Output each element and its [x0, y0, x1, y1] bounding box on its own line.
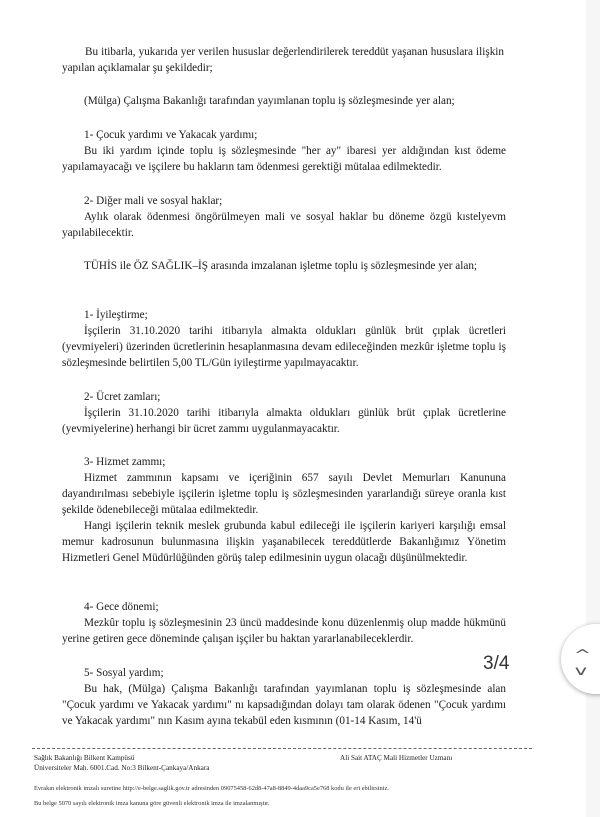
b4-title: 4- Gece dönemi; — [84, 601, 159, 613]
b2-title: 2- Ücret zamları; — [84, 391, 161, 403]
chevron-up-icon[interactable]: ^ — [573, 648, 592, 663]
footer-divider — [32, 748, 532, 749]
page-indicator: 3/4 — [483, 653, 510, 674]
b3-text-2: Hangi işçilerin teknik meslek grubunda kabul edileceği ile işçilerin kariyeri karşılığı emsal memur kadrosunun bulunmasına ilişkin yaşanabilecek tereddütlerde Bakanlığımız Yönetim Hizmetleri Genel Müdürlüğünden görüş talep edilmesinin uygun olacağı düşünülmektedir. — [62, 520, 506, 564]
item2-title: 2- Diğer mali ve sosyal haklar; — [84, 195, 223, 207]
item1-text: Bu iki yardım içinde toplu iş sözleşmesinde "her ay" ibaresi yer aldığından kıst ödeme yapılamayacağı ve işçilere bu hakların tam ödenmesi gerektiği mütalaa edilmektedir. — [62, 145, 506, 173]
b3-text-1: Hizmet zammının kapsamı ve içeriğinin 657 sayılı Devlet Memurları Kanununa dayandırılması sebebiyle işçilerin işletme toplu iş sözleşmesinden yararlandığı süreye oranla kıst şekilde ödenebileceği mütalaa edilmektedir. — [62, 472, 506, 516]
b1-title: 1- İyileştirme; — [84, 309, 148, 321]
section-a-heading: (Mülga) Çalışma Bakanlığı tarafından yayımlanan toplu iş sözleşmesinde yer alan; — [84, 95, 455, 107]
item2-text: Aylık olarak ödenmesi öngörülmeyen mali ve sosyal haklar bu döneme özgü kıstelyevm yapılabilecektir. — [62, 211, 506, 239]
page-scroll-button[interactable] — [561, 624, 600, 694]
b5-title: 5- Sosyal yardım; — [84, 667, 164, 679]
b4-text: Mezkûr toplu iş sözleşmesinin 23 üncü maddesinde konu düzenlenmiş olup madde hükmünü yerine getiren gece döneminde çalışan işçiler bu haktan yararlanabileceklerdir. — [62, 617, 506, 645]
viewer-gutter — [586, 0, 600, 817]
footer-verification-line: Evrakın elektronik imzalı suretine http://e-belge.saglik.gov.tr adresinden 09075458-62d8-47a8-8849-4daa9ca5e768 kodu ile eri ebilirsiniz. — [34, 785, 389, 792]
b2-text: İşçilerin 31.10.2020 tarihi itibarıyla almakta oldukları günlük brüt çıplak ücretlerine (yevmiyelerine) herhangi bir ücret zammı uygulanmayacaktır. — [62, 407, 506, 435]
footer-address-line-1: Sağlık Bakanlığı Bilkent Kampüsü — [34, 754, 135, 762]
footer-legal-line: Bu belge 5070 sayılı elektronik imza kanuna göre güvenli elektronik imza ile imzalanmıştır. — [34, 800, 270, 807]
section-b-heading: TÜHİS ile ÖZ SAĞLIK–İŞ arasında imzalanan işletme toplu iş sözleşmesinde yer alan; — [84, 260, 478, 272]
footer-address-line-2: Üniversiteler Mah. 6001.Cad. No:3 Bilkent-Çankaya/Ankara — [34, 764, 210, 772]
chevron-down-icon[interactable]: v — [574, 664, 588, 679]
b1-text: İşçilerin 31.10.2020 tarihi itibarıyla almakta oldukları günlük brüt çıplak ücretleri (yevmiyeleri) üzerinden ücretlerinin hesaplanmasına devam edileceğinden mezkûr işletme toplu iş sözleşmesinde belirtilen 5,00 TL/Gün iyileştirme yapılmayacaktır. — [62, 325, 506, 369]
intro-paragraph: Bu itibarla, yukarıda yer verilen hususlar değerlendirilerek tereddüt yaşanan hususlara ilişkin yapılan açıklamalar şu şekildedir; — [62, 46, 504, 74]
b5-text: Bu hak, (Mülga) Çalışma Bakanlığı tarafından yayımlanan toplu iş sözleşmesinde alan "Çocuk yardımı ve Yakacak yardımı" nı kapsadığından dolayı tam olarak ödenen "Çocuk yardımı ve Yakacak yardımı" nın Kasım ayına tekabül eden kısmının (01-14 Kasım, 14'ü — [62, 683, 506, 727]
b3-title: 3- Hizmet zammı; — [84, 456, 166, 468]
item1-title: 1- Çocuk yardımı ve Yakacak yardımı; — [84, 129, 258, 141]
footer-signer: Ali Sait ATAÇ Mali Hizmetler Uzmanı — [340, 754, 453, 762]
